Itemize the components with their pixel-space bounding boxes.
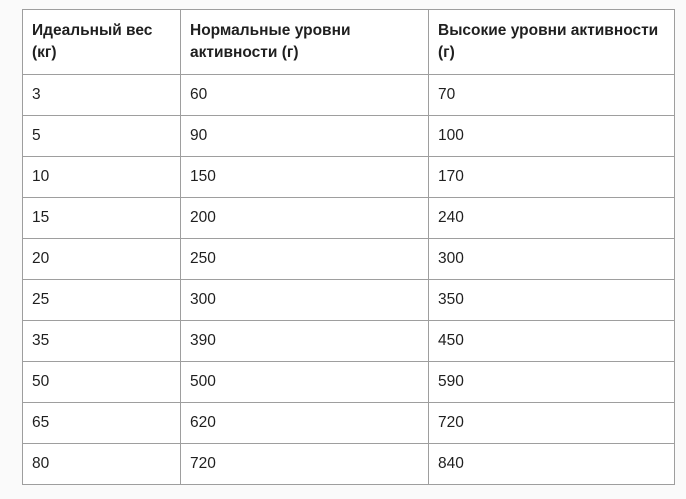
cell-high-activity: 300: [429, 239, 675, 280]
cell-ideal-weight: 65: [23, 403, 181, 444]
table-row: [23, 403, 675, 444]
cell-normal-activity: 90: [181, 116, 429, 157]
header-high-activity: Высокие уровни активности (г): [429, 10, 675, 75]
table-row: [23, 321, 675, 362]
table-header-row: [23, 10, 675, 75]
cell-ideal-weight: 80: [23, 444, 181, 485]
table-row: [23, 362, 675, 403]
cell-high-activity: 100: [429, 116, 675, 157]
cell-normal-activity: 390: [181, 321, 429, 362]
table-row: [23, 280, 675, 321]
cell-normal-activity: 200: [181, 198, 429, 239]
cell-normal-activity: 720: [181, 444, 429, 485]
cell-normal-activity: 250: [181, 239, 429, 280]
table-row: [23, 444, 675, 485]
cell-high-activity: 450: [429, 321, 675, 362]
cell-normal-activity: 620: [181, 403, 429, 444]
cell-normal-activity: 300: [181, 280, 429, 321]
table-row: [23, 157, 675, 198]
table-row: [23, 75, 675, 116]
cell-ideal-weight: 3: [23, 75, 181, 116]
feeding-table: [22, 9, 675, 485]
cell-high-activity: 70: [429, 75, 675, 116]
cell-ideal-weight: 20: [23, 239, 181, 280]
cell-normal-activity: 150: [181, 157, 429, 198]
cell-ideal-weight: 25: [23, 280, 181, 321]
cell-high-activity: 840: [429, 444, 675, 485]
header-ideal-weight: Идеальный вес (кг): [23, 10, 181, 75]
table-row: [23, 116, 675, 157]
cell-ideal-weight: 35: [23, 321, 181, 362]
table-row: [23, 239, 675, 280]
header-normal-activity: Нормальные уровни активности (г): [181, 10, 429, 75]
cell-high-activity: 170: [429, 157, 675, 198]
cell-ideal-weight: 5: [23, 116, 181, 157]
cell-ideal-weight: 50: [23, 362, 181, 403]
table-row: [23, 198, 675, 239]
cell-high-activity: 590: [429, 362, 675, 403]
cell-normal-activity: 500: [181, 362, 429, 403]
cell-high-activity: 720: [429, 403, 675, 444]
cell-normal-activity: 60: [181, 75, 429, 116]
cell-high-activity: 350: [429, 280, 675, 321]
cell-ideal-weight: 10: [23, 157, 181, 198]
cell-high-activity: 240: [429, 198, 675, 239]
cell-ideal-weight: 15: [23, 198, 181, 239]
